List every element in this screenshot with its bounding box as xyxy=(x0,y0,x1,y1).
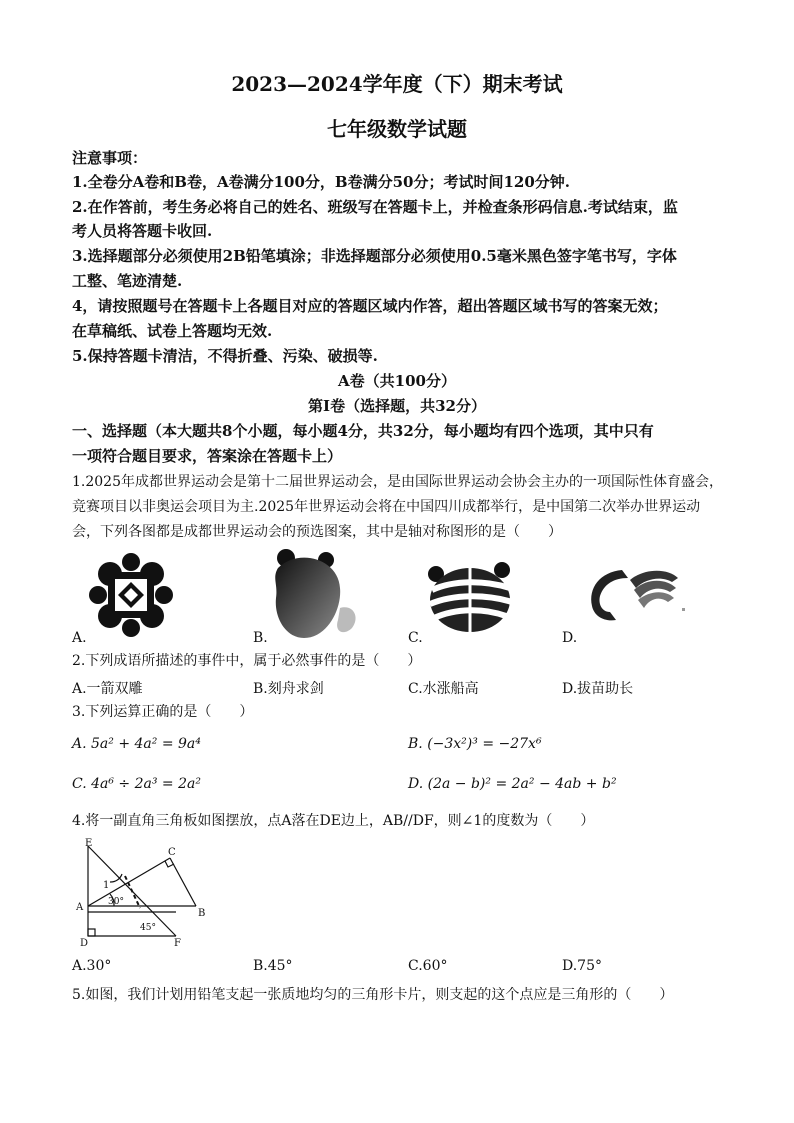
q3-option-d: D. (2a − b)² = 2a² − 4ab + b² xyxy=(408,776,617,792)
angle-45-label: 45° xyxy=(140,923,156,933)
choice-instructions-2: 一项符合题目要求，答案涂在答题卡上） xyxy=(72,447,343,465)
logo-option-b-figure xyxy=(268,548,364,644)
label-a: A xyxy=(76,902,84,913)
section-a-title: A卷（共100分） xyxy=(338,372,456,390)
label-d: D xyxy=(80,938,89,949)
q1-option-a-label: A. xyxy=(72,630,87,646)
note-5: 5.保持答题卡清洁，不得折叠、污染、破损等. xyxy=(72,347,378,365)
note-4b: 在草稿纸、试卷上答题均无效. xyxy=(72,322,273,340)
q5-stem: 5.如图，我们计划用铅笔支起一张质地均匀的三角形卡片，则支起的这个点应是三角形的（ ） xyxy=(72,987,674,1003)
choice-instructions-1: 一、选择题（本大题共8个小题，每小题4分，共32分，每小题均有四个选项，其中只有 xyxy=(72,422,654,440)
q3-option-b: B. (−3x²)³ = −27x⁶ xyxy=(408,736,542,752)
q1-option-c-label: C. xyxy=(408,630,423,646)
triangle-set-figure xyxy=(70,838,220,954)
q4-option-d: D.75° xyxy=(562,958,602,974)
q4-option-a: A.30° xyxy=(72,958,112,974)
q4-option-c: C.60° xyxy=(408,958,448,974)
q4-option-b: B.45° xyxy=(253,958,293,974)
q4-stem: 4.将一副直角三角板如图摆放，点A落在DE边上，AB//DF，则∠1的度数为（ ） xyxy=(72,813,595,829)
logo-option-c-figure xyxy=(424,560,516,640)
note-1: 1.全卷分A卷和B卷，A卷满分100分，B卷满分50分；考试时间120分钟. xyxy=(72,173,571,191)
q1-line-2: 竞赛项目以非奥运会项目为主.2025年世界运动会将在中国四川成都举行，是中国第二次举办世界运动 xyxy=(72,499,701,515)
q2-option-b: B.刻舟求剑 xyxy=(253,681,324,697)
q2-option-c: C.水涨船高 xyxy=(408,681,479,697)
notes-heading: 注意事项： xyxy=(72,149,148,167)
q2-stem: 2.下列成语所描述的事件中，属于必然事件的是（ ） xyxy=(72,653,422,669)
angle-30-label: 30° xyxy=(108,897,124,907)
logo-option-d-figure xyxy=(582,564,686,626)
q3-option-a: A. 5a² + 4a² = 9a⁴ xyxy=(72,736,201,752)
q1-line-1: 1.2025年成都世界运动会是第十二届世界运动会，是由国际世界运动会协会主办的一项国际性体育盛会， xyxy=(72,474,723,490)
note-3a: 3.选择题部分必须使用2B铅笔填涂；非选择题部分必须使用0.5毫米黑色签字笔书写，字体 xyxy=(72,247,677,265)
q2-option-d: D.拔苗助长 xyxy=(562,681,634,697)
logo-option-a-figure xyxy=(88,552,174,638)
note-3b: 工整、笔迹清楚. xyxy=(72,272,183,290)
q1-option-b-label: B. xyxy=(253,630,268,646)
exam-subtitle: 七年级数学试题 xyxy=(327,117,467,141)
label-c: C xyxy=(168,847,176,858)
part1-title: 第Ⅰ卷（选择题，共32分） xyxy=(308,397,486,415)
note-2a: 2.在作答前，考生务必将自己的姓名、班级写在答题卡上，并检查条形码信息.考试结束，监 xyxy=(72,198,678,216)
q1-line-3: 会，下列各图都是成都世界运动会的预选图案，其中是轴对称图形的是（ ） xyxy=(72,524,562,540)
note-4a: 4，请按照题号在答题卡上各题目对应的答题区域内作答，超出答题区域书写的答案无效； xyxy=(72,297,668,315)
note-2b: 考人员将答题卡收回. xyxy=(72,222,213,240)
label-e: E xyxy=(85,838,93,849)
exam-title: 2023—2024学年度（下）期末考试 xyxy=(231,72,563,96)
q3-option-c: C. 4a⁶ ÷ 2a³ = 2a² xyxy=(72,776,201,792)
q3-stem: 3.下列运算正确的是（ ） xyxy=(72,704,254,720)
angle-1-label: 1 xyxy=(103,880,110,891)
label-f: F xyxy=(174,938,181,949)
label-b: B xyxy=(198,908,206,919)
q1-option-d-label: D. xyxy=(562,630,578,646)
q2-option-a: A.一箭双雕 xyxy=(72,681,143,697)
